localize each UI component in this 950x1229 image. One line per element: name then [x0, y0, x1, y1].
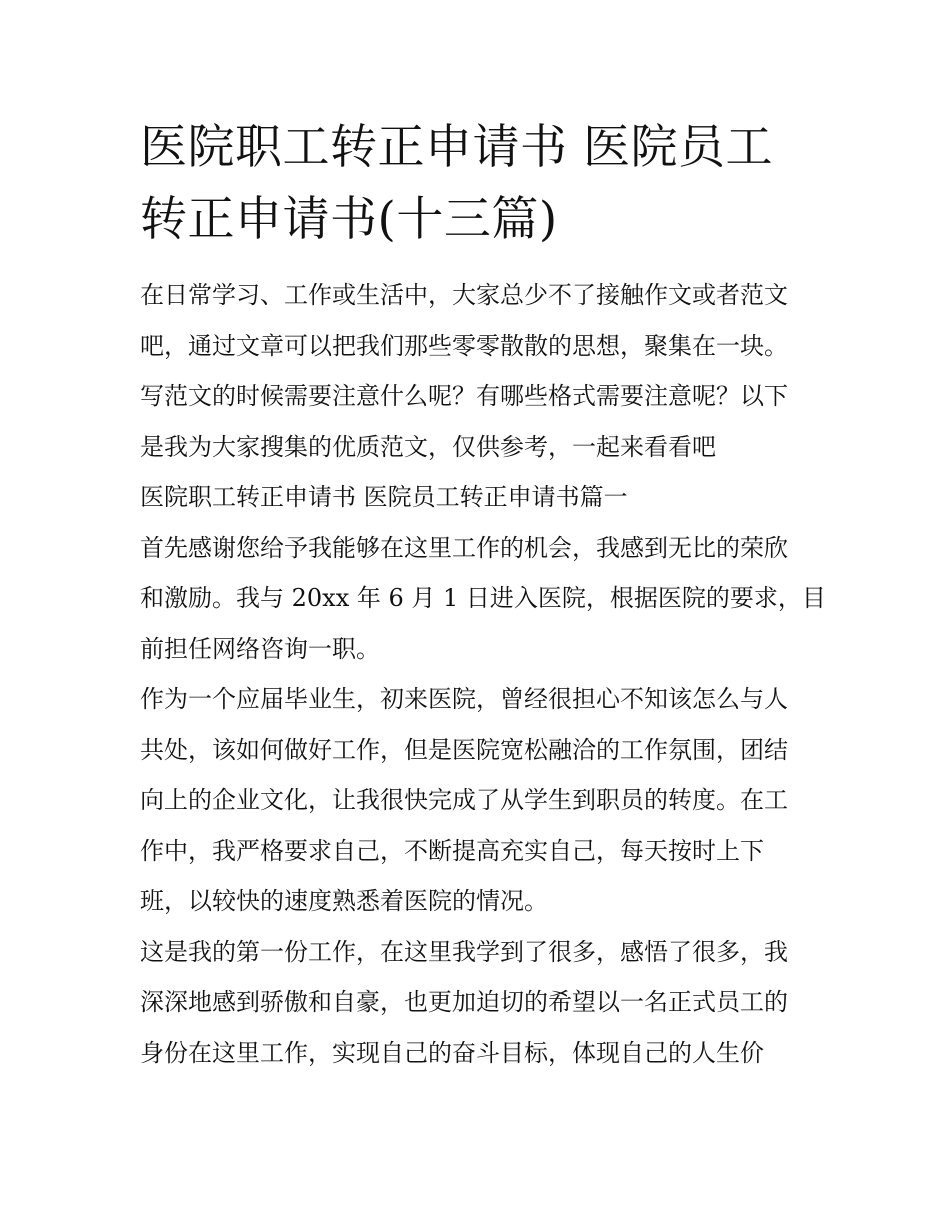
document-body — [140, 112, 826, 1078]
title-line: 转正申请书(十三篇) — [140, 192, 558, 247]
text-line: 作中，我严格要求自己，不断提高充实自己，每天按时上下 — [140, 836, 764, 865]
body-paragraph — [140, 674, 820, 927]
document-title — [140, 112, 820, 256]
text-line: 吧，通过文章可以把我们那些零零散散的思想，聚集在一块。 — [140, 331, 788, 360]
title-line: 医院职工转正申请书 医院员工 — [140, 120, 773, 175]
text-line: 写范文的时候需要注意什么呢？有哪些格式需要注意呢？以下 — [140, 382, 788, 410]
text-line: 身份在这里工作，实现自己的奋斗目标，体现自己的人生价 — [140, 1038, 764, 1067]
text-line: 首先感谢您给予我能够在这里工作的机会，我感到无比的荣欣 — [140, 533, 788, 562]
text-line: 班，以较快的速度熟悉着医院的情况。 — [140, 887, 548, 915]
text-line: 作为一个应届毕业生，初来医院，曾经很担心不知该怎么与人 — [140, 685, 788, 713]
text-line: 前担任网络咨询一职。 — [140, 634, 380, 663]
text-line: 在日常学习、工作或生活中，大家总少不了接触作文或者范文 — [140, 281, 788, 309]
text-line: 共处，该如何做好工作，但是医院宽松融洽的工作氛围，团结 — [140, 735, 788, 764]
text-line: 向上的企业文化，让我很快完成了从学生到职员的转度。在工 — [140, 786, 788, 814]
intro-paragraph — [140, 270, 820, 472]
body-paragraph — [140, 523, 826, 675]
text-line: 医院职工转正申请书 医院员工转正申请书篇一 — [140, 483, 628, 511]
text-line: 是我为大家搜集的优质范文，仅供参考，一起来看看吧 — [140, 432, 716, 461]
text-line: 和激励。我与 20xx 年 6 月 1 日进入医院，根据医院的要求，目 — [140, 584, 826, 612]
section-heading — [140, 472, 820, 523]
body-paragraph — [140, 927, 820, 1079]
text-line: 这是我的第一份工作，在这里我学到了很多，感悟了很多，我 — [140, 937, 788, 966]
text-line: 深深地感到骄傲和自豪，也更加迫切的希望以一名正式员工的 — [140, 988, 788, 1016]
